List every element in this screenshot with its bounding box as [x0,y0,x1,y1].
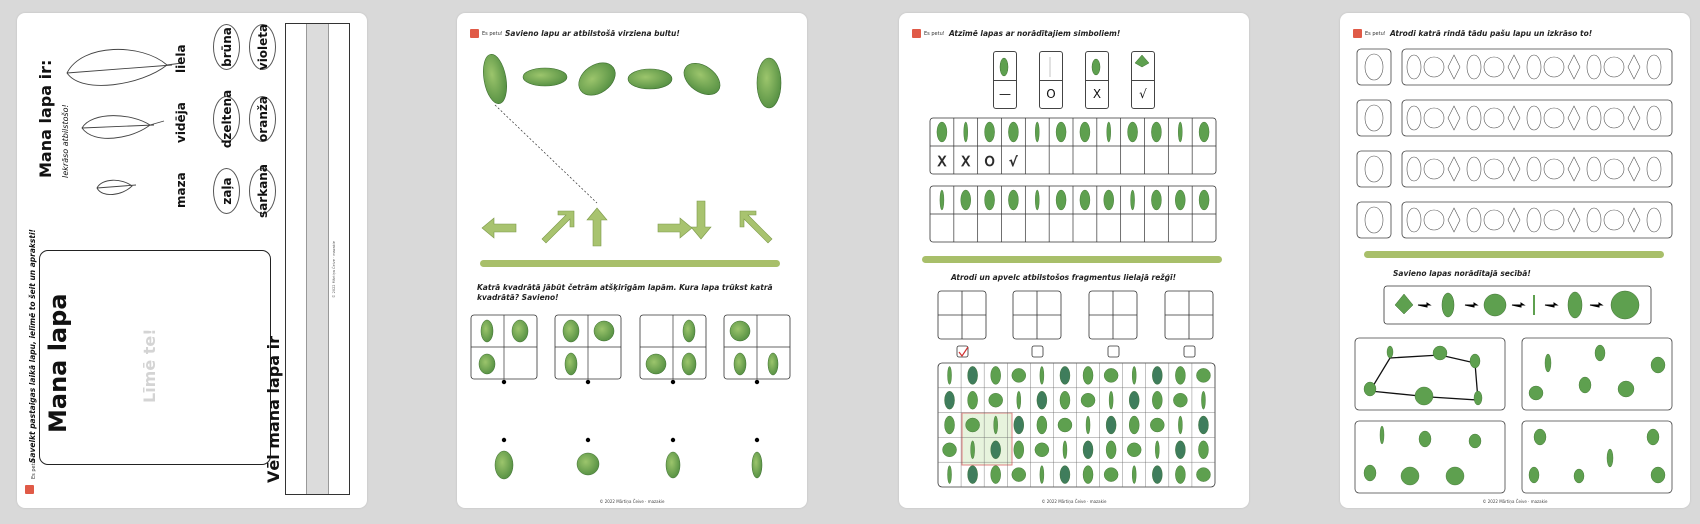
color-option-green[interactable] [213,168,240,214]
collect-instruction: Savelkt pastaigas laikā lapu, ielīmē to šeit un apraksti! [28,229,37,463]
page-subtitle: Iekrāso atbilstošo! [61,104,70,178]
big-title: Mana lapa [44,293,72,433]
worksheet-page-1 [17,13,367,508]
page-footer: © 2022 Mārtiņa Čeive · mazakie [1041,499,1107,504]
section-divider [922,256,1222,263]
symbol-check: √ [1139,87,1147,101]
symbol-circle: O [1046,87,1056,101]
color-option-violet[interactable] [249,24,276,70]
instruction-connect-arrows: Savieno lapu ar atbilstošā virziena bultu! [505,29,680,38]
symbol-dash: — [999,87,1011,101]
instruction-missing-leaf: Katrā kvadrātā jābūt četrām atšķirīgām lapām. Kura lapa trūkst katrā kvadrātā? Savieno! [477,283,773,302]
worksheet-page-3 [899,13,1249,508]
color-option-brown[interactable] [213,24,240,70]
brand-label: Es petu! [924,31,945,37]
writing-lines[interactable] [285,23,350,495]
page-footer: © 2022 Mārtiņa Čeive · mazakie [1482,499,1548,504]
color-label: zaļa [219,177,234,205]
color-option-red[interactable] [249,164,276,218]
brand-label: Es petu! [482,31,503,37]
more-title: Vēl mana lapa ir [264,336,283,483]
color-label: oranža [255,96,270,142]
color-label: brūna [219,27,234,67]
symbol-cross: X [1092,87,1102,101]
svg-text:√: √ [1009,155,1018,170]
color-label: violeta [255,23,270,71]
color-option-yellow[interactable] [213,89,240,149]
instruction-connect-order: Savieno lapas norādītajā secībā! [1393,269,1531,278]
brand-label: Es petu! [1365,31,1386,37]
size-label-medium: vidēja [174,102,188,143]
instruction-find-same-leaf: Atrodi katrā rindā tādu pašu lapu un izkrāso to! [1390,29,1593,38]
color-label: sarkana [255,164,270,218]
section-divider [1364,251,1664,258]
brand-logo-icon [25,485,34,494]
leaf-rows-illustration [1340,13,1690,508]
size-label-small: maza [174,172,188,208]
color-option-orange[interactable] [249,96,276,142]
side-footer: © 2022 Mārtiņa Čeive · mazakie [332,241,336,298]
instruction-mark-symbols: Atzīmē lapas ar norādītajiem simboliem! [949,29,1121,38]
worksheet-page-2 [457,13,807,508]
page-title: Mana lapa ir: [36,59,55,178]
brand-label: Es petu! [31,458,37,479]
instruction-find-fragments: Atrodi un apvelc atbilstošos fragmentus lielajā režģī! [951,273,1176,282]
glue-here-label: Līmē te! [140,328,159,403]
color-label: dzeltena [219,89,234,149]
worksheet-page-4 [1340,13,1690,508]
size-label-large: liela [174,44,188,73]
svg-text:X: X [937,155,947,170]
page-footer: © 2022 Mārtiņa Čeive · mazakie [599,499,665,504]
section-divider [480,260,780,267]
svg-text:O: O [984,155,995,170]
svg-text:X: X [961,155,971,170]
